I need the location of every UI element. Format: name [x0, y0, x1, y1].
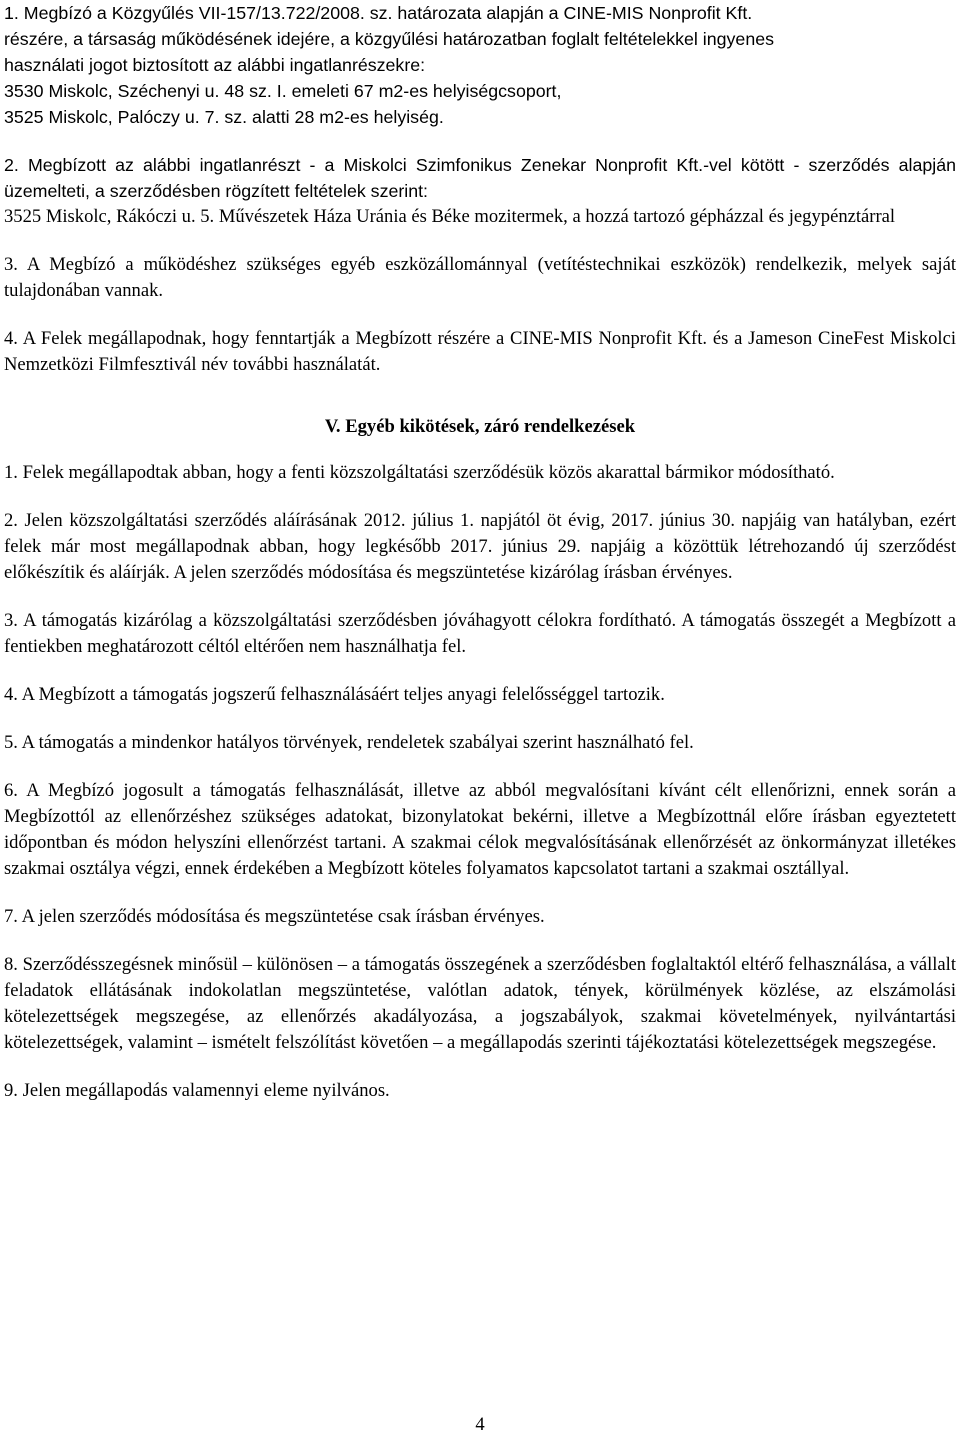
- document-page: [4, 0, 956, 1104]
- section-2-paragraph: 2. Megbízott az alábbi ingatlanrészt - a Miskolci Szimfonikus Zenekar Nonprofit Kft.-vel kötött - szerződés alapján üzemelteti, a szerződésben rögzített feltételek szerint:: [4, 155, 956, 201]
- section-1-line: 3530 Miskolc, Széchenyi u. 48 sz. I. emeleti 67 m2-es helyiségcsoport,: [4, 81, 562, 101]
- section-1-line: 3525 Miskolc, Palóczy u. 7. sz. alatti 28 m2-es helyiség.: [4, 107, 444, 127]
- clause-4: 4. A Megbízott a támogatás jogszerű felhasználásáért teljes anyagi felelősséggel tartozik.: [4, 684, 665, 705]
- chapter-v-heading: V. Egyéb kikötések, záró rendelkezések: [324, 416, 636, 437]
- clause-5: 5. A támogatás a mindenkor hatályos törvények, rendeletek szabályai szerint használható fel.: [4, 732, 694, 753]
- clause-3: 3. A támogatás kizárólag a közszolgáltatási szerződésben jóváhagyott célokra fordítható. A támogatás összegét a Megbízott a fentiekben meghatározott céltól eltérően nem használhatja fel.: [4, 610, 956, 657]
- section-1-line: 1. Megbízó a Közgyűlés VII-157/13.722/2008. sz. határozata alapján a CINE-MIS Nonprofit Kft.: [4, 3, 753, 23]
- section-2: [4, 152, 956, 230]
- section-2-address: 3525 Miskolc, Rákóczi u. 5. Művészetek Háza Uránia és Béke mozitermek, a hozzá tartozó gépházzal és jegypénztárral: [4, 206, 896, 227]
- clause-7: 7. A jelen szerződés módosítása és megszüntetése csak írásban érvényes.: [4, 906, 545, 927]
- clause-8: 8. Szerződésszegésnek minősül – különösen – a támogatás összegének a szerződésben foglaltaktól eltérő felhasználása, a vállalt feladatok ellátásának indokolatlan megszüntetése, valótlan adatok, tények, körülmények közlése, az elszámolási kötelezettségek megszegése, az ellenőrzés akadályozása, a jogszabályok, szakmai követelmények, nyilvántartási kötelezettségek, valamint – ismételt felszólítást követően – a megállapodás szerinti tájékoztatási kötelezettségek megszegése.: [4, 954, 956, 1053]
- clause-6: 6. A Megbízó jogosult a támogatás felhasználását, illetve az abból megvalósítani kívánt célt ellenőrizni, ennek során a Megbízottól az ellenőrzéshez szükséges adatokat, bizonylatokat bekérni, illetve a Megbízottnál előre írásban egyeztetett időpontban és módon helyszíni ellenőrzést tartani. A szakmai célok megvalósításának ellenőrzését az önkormányzat illetékes szakmai osztálya végzi, ennek érdekében a Megbízott köteles folyamatos kapcsolatot tartani a szakmai osztállyal.: [4, 780, 956, 879]
- clause-9: 9. Jelen megállapodás valamennyi eleme nyilvános.: [4, 1080, 390, 1101]
- section-1-line: használati jogot biztosított az alábbi ingatlanrészekre:: [4, 55, 426, 75]
- section-4-paragraph: 4. A Felek megállapodnak, hogy fenntartják a Megbízott részére a CINE-MIS Nonprofit Kft. és a Jameson CineFest Miskolci Nemzetközi Filmfesztivál név további használatát.: [4, 328, 956, 375]
- clause-2: 2. Jelen közszolgáltatási szerződés aláírásának 2012. július 1. napjától öt évig, 2017. június 30. napjáig van hatályban, ezért felek már most megállapodnak abban, hogy legkésőbb 2017. június 29. napjáig a közöttük létrehozandó új szerződést előkészítik és aláírják. A jelen szerződés módosítása és megszüntetése kizárólag írásban érvényes.: [4, 510, 956, 583]
- section-1-line: részére, a társaság működésének idejére, a közgyűlési határozatban foglalt feltételekkel ingyenes: [4, 29, 774, 49]
- clause-1: 1. Felek megállapodtak abban, hogy a fenti közszolgáltatási szerződésük közös akarattal bármikor módosítható.: [4, 462, 835, 483]
- section-3-paragraph: 3. A Megbízó a működéshez szükséges egyéb eszközállománnyal (vetítéstechnikai eszközök) rendelkezik, melyek saját tulajdonában vannak.: [4, 254, 956, 301]
- section-1: [4, 0, 956, 130]
- page-number: 4: [475, 1414, 485, 1435]
